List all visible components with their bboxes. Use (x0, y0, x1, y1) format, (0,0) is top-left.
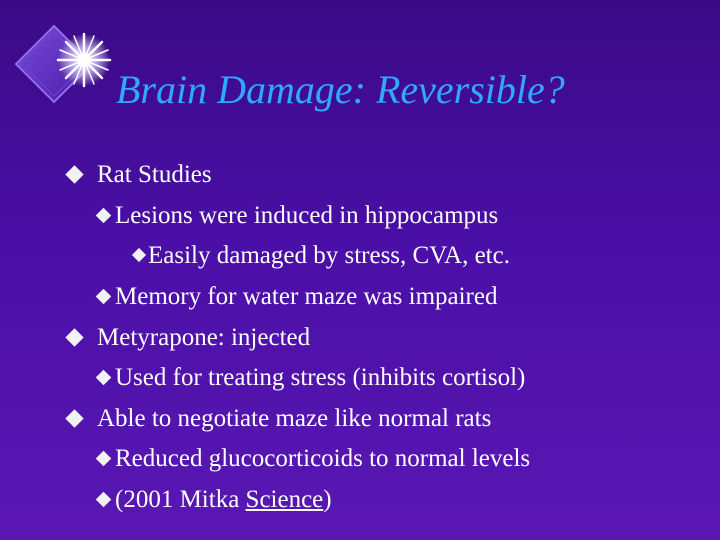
slide-title: Brain Damage: Reversible? (116, 67, 565, 112)
bullet-text: Able to negotiate maze like normal rats (97, 405, 492, 432)
citation-text-suffix: ) (323, 486, 332, 513)
bullet-text: Rat Studies (97, 161, 212, 188)
bullet-text: Metyrapone: injected (97, 324, 311, 351)
citation-text-prefix: (2001 Mitka (115, 486, 246, 513)
bullet-item (98, 363, 525, 393)
bullet-item (98, 201, 498, 231)
bullet-text: Easily damaged by stress, CVA, etc. (148, 242, 510, 269)
diamond-bullet-icon (65, 328, 83, 346)
bullet-text: Reduced glucocorticoids to normal levels (115, 445, 531, 472)
diamond-bullet-icon (65, 165, 83, 183)
diamond-bullet-icon (96, 450, 112, 466)
diamond-bullet-icon (96, 207, 112, 223)
diamond-bullet-icon (96, 288, 112, 304)
diamond-bullet-icon (65, 409, 83, 427)
diamond-star-icon (14, 18, 124, 128)
bullet-item (98, 485, 332, 515)
bullet-text: Lesions were induced in hippocampus (115, 202, 499, 229)
bullet-text: Memory for water maze was impaired (115, 283, 498, 310)
bullet-item (98, 444, 530, 474)
bullet-item (68, 160, 212, 190)
bullet-item (68, 404, 491, 434)
diamond-bullet-icon (96, 369, 112, 385)
citation-journal: Science (245, 486, 324, 513)
bullet-item (134, 241, 510, 271)
diamond-bullet-icon (96, 491, 112, 507)
diamond-bullet-icon (132, 248, 146, 262)
bullet-item (98, 282, 497, 312)
bullet-item (68, 323, 310, 353)
bullet-text: Used for treating stress (inhibits cortisol) (115, 364, 526, 391)
